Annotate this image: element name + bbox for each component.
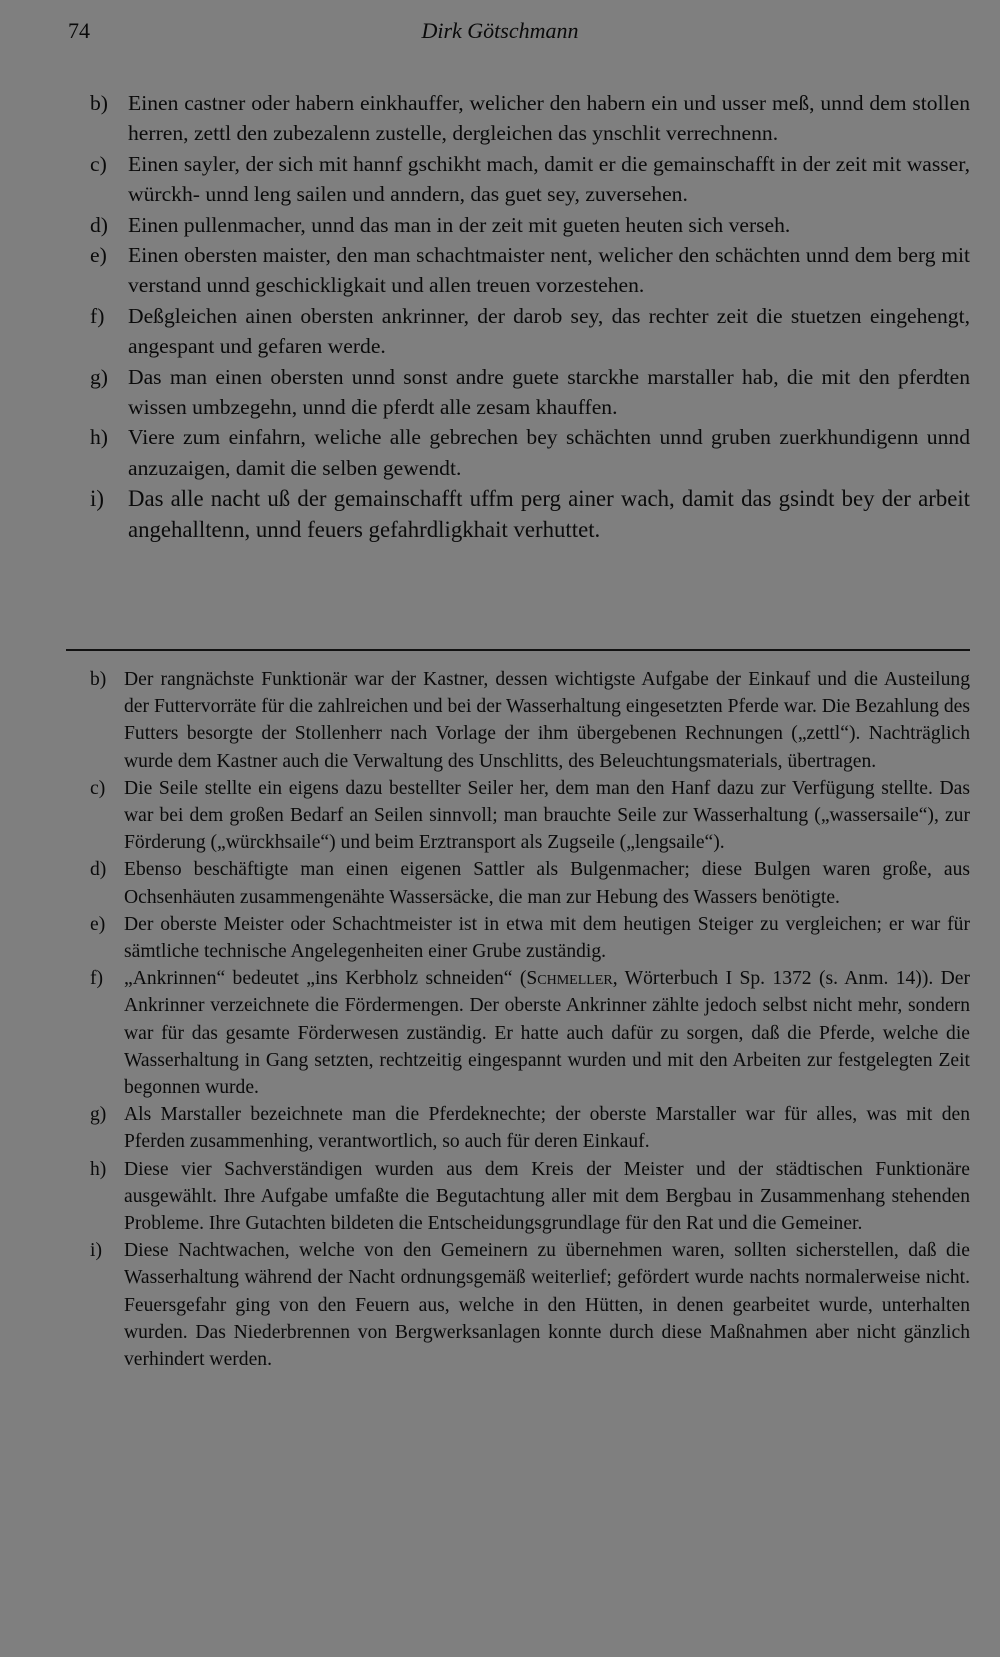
footnote-text: Ebenso beschäftigte man einen eigenen Sattler als Bulgenmacher; diese Bulgen waren große, aus Ochsenhäuten zusammengenähte Wassersäcke, die man zur Hebung des Wassers benötigte. (124, 859, 970, 908)
item-text: Deßgleichen ainen obersten ankrinner, der darob sey, das rechter zeit die stuetzen eingehengt, angespant und gefaren werde. (128, 303, 970, 359)
list-item (90, 422, 970, 483)
footnotes-list (90, 666, 970, 1373)
author-name-smallcaps: Schmeller (526, 968, 613, 990)
list-item (90, 301, 970, 362)
page-header (68, 18, 932, 54)
footnote-text: Diese Nachtwachen, welche von den Gemeinern zu übernehmen waren, sollten sicherstellen, daß die Wasserhaltung während der Nacht ordnungsgemäß weiterlief; gefördert wurde nachts normalerweise nicht. Feuersgefahr ging von den Feuern aus, welche in den Hütten, in denen gearbeitet wurde, unterhalten wurden. Das Niederbrennen von Bergwerksanlagen konnte durch diese Maßnahmen aber nicht gänzlich verhindert werden. (124, 1240, 970, 1371)
footnote-text: Diese vier Sachverständigen wurden aus dem Kreis der Meister und der städtischen Funktionäre ausgewählt. Ihre Aufgabe umfaßte die Begutachtung aller mit dem Bergbau in Zusammenhang stehenden Probleme. Ihre Gutachten bildeten die Entscheidungsgrundlage für den Rat und die Gemeiner. (124, 1158, 970, 1235)
list-item (90, 88, 970, 149)
item-text: Einen pullenmacher, unnd das man in der zeit mit gueten heuten sich verseh. (128, 212, 791, 237)
source-text-list (90, 88, 970, 545)
item-marker: h) (90, 425, 108, 450)
item-text: Viere zum einfahrn, weliche alle gebrechen bey schächten unnd gruben zuerkhundigenn unnd anzuzaigen, damit die selben gewendt. (128, 425, 970, 480)
item-marker: b) (90, 91, 108, 115)
running-head: Dirk Götschmann (421, 18, 579, 43)
footnote-text: Die Seile stellte ein eigens dazu bestellter Seiler her, dem man den Hanf dazu zur Verfügung stellte. Das war bei dem großen Bedarf an Seilen sinnvoll; man brauchte Seile zur Wasserhaltung („wassersaile“), zur Förderung („würckhsaile“) und beim Erztransport als Zugseile („lengsaile“). (124, 777, 970, 854)
footnote-text: Der rangnächste Funktionär war der Kastner, dessen wichtigste Aufgabe der Einkauf und die Austeilung der Futtervorräte für die zahlreichen und bei der Wasserhaltung eingesetzten Pferde war. Die Bezahlung des Futters besorgte der Stollenherr nach Vorlage der ihm übergebenen Rechnungen („zettl“). Nachträglich wurde dem Kastner auch die Verwaltung des Unschlitts, des Beleuchtungsmaterials, übertragen. (124, 669, 970, 772)
item-text: Einen obersten maister, den man schachtmaister nent, welicher den schächten unnd dem berg mit verstand unnd geschickligkait und allen treuen vorzestehen. (128, 243, 970, 298)
list-item (90, 149, 970, 210)
footnote-item (90, 856, 970, 910)
item-marker: i) (90, 486, 104, 512)
item-text: Das alle nacht uß der gemainschafft uffm perg ainer wach, damit das gsindt bey der arbeit angehalltenn, unnd feuers gefahrdligkhait verhuttet. (128, 486, 970, 543)
footnote-marker: g) (90, 1104, 107, 1126)
footnote-text: Der oberste Meister oder Schachtmeister ist in etwa mit dem heutigen Steiger zu vergleichen; er war für sämtliche technische Angelegenheiten einer Grube zuständig. (124, 913, 970, 963)
footnote-marker: f) (90, 968, 104, 990)
item-text: Einen castner oder habern einkhauffer, welicher den habern ein und usser meß, unnd dem stollen herren, zettl den zubezalenn zustelle, dergleichen das ynschlit verrechnenn. (128, 91, 970, 146)
list-item (90, 210, 970, 240)
footnote-text (124, 968, 970, 1098)
footnote-item (90, 965, 970, 1101)
item-marker: d) (90, 212, 108, 237)
item-marker: c) (90, 151, 107, 176)
footnote-marker: h) (90, 1158, 107, 1180)
footnote-item (90, 1156, 970, 1238)
footnote-marker: b) (90, 669, 107, 690)
footnote-text-after: , Wörterbuch I Sp. 1372 (s. Anm. 14)). Der Ankrinner verzeichnete die Fördermengen. Der oberste Ankrinner zählte jedoch selbst nicht mehr, sondern war für das gesamte Förderwesen zuständig. Er hatte auch dafür zu sorgen, daß die Pferde, welche die Wasserhaltung in Gang setzten, rechtzeitig eingespannt wurden und mit den Arbeiten zur festgelegten Zeit begonnen wurde. (124, 968, 970, 1099)
footnote-marker: d) (90, 859, 107, 881)
item-marker: f) (90, 303, 105, 328)
page-number: 74 (68, 18, 90, 43)
footnote-text-before: „Ankrinnen“ bedeutet „ins Kerbholz schneiden“ ( (124, 968, 527, 990)
footnote-item (90, 1237, 970, 1373)
item-marker: e) (90, 243, 107, 268)
footnote-divider (66, 649, 970, 651)
footnote-marker: i) (90, 1240, 102, 1262)
item-marker: g) (90, 364, 108, 389)
item-text: Das man einen obersten unnd sonst andre guete starckhe marstaller hab, die mit den pferdten wissen umbzegehn, unnd die pferdt alle zesam khauffen. (128, 364, 970, 420)
footnote-item (90, 775, 970, 857)
footnote-marker: e) (90, 913, 106, 935)
footnote-item (90, 666, 970, 775)
footnote-item (90, 1101, 970, 1155)
list-item (90, 362, 970, 423)
item-text: Einen sayler, der sich mit hannf gschikht mach, damit er die gemainschafft in der zeit mit wasser, würckh- unnd leng sailen und anndern, das guet sey, zuversehen. (128, 151, 970, 207)
footnote-text: Als Marstaller bezeichnete man die Pferdeknechte; der oberste Marstaller war für alles, was mit den Pferden zusammenhing, verantwortlich, so auch für deren Einkauf. (124, 1104, 970, 1153)
footnote-item (90, 911, 970, 965)
list-item (90, 240, 970, 301)
list-item (90, 483, 970, 545)
footnote-marker: c) (90, 777, 106, 799)
